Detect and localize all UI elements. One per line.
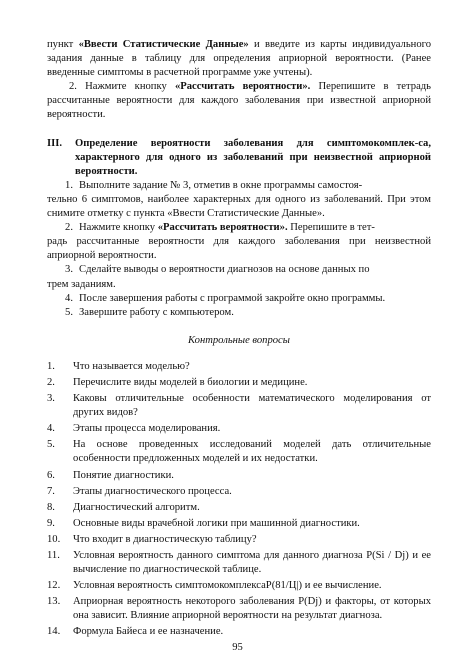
text: Нажмите кнопку: [79, 222, 158, 234]
step-item: [47, 221, 431, 263]
bold-text: «Рассчитать вероятности».: [157, 222, 288, 234]
list-item: [47, 517, 431, 531]
list-item: [47, 438, 431, 466]
question-number: 2.: [47, 376, 55, 388]
question-text: Условная вероятность данного симптома для данного диагноза P(Si / Dj) и ее вычисление по диагностической таблице.: [73, 550, 431, 576]
question-number: 14.: [47, 626, 61, 638]
list-item: [47, 579, 431, 593]
step-text: Сделайте выводы о вероятности диагнозов на основе данных по: [79, 264, 370, 276]
question-number: 12.: [47, 580, 61, 592]
question-text: Что называется моделью?: [73, 360, 190, 372]
list-item: [47, 533, 431, 547]
list-item: [47, 485, 431, 499]
question-text: Формула Байеса и ее назначение.: [73, 626, 224, 638]
step-item: [47, 263, 431, 291]
question-number: 10.: [47, 533, 61, 545]
step-item: [47, 292, 431, 306]
step-item: [47, 306, 431, 320]
question-number: 3.: [47, 393, 55, 405]
text: и введите из карты индивидуального задания данные в таблицу для определения априорной вероятности. (Ранее введенные симптомы в расчетной программе уже учтены).: [47, 39, 432, 79]
step-text: Выполните задание № 3, отметив в окне программы самостоя-: [79, 179, 363, 191]
question-text: Этапы процесса моделирования.: [73, 423, 221, 435]
document-page: [47, 38, 431, 642]
list-item: [47, 392, 431, 420]
section-steps: [47, 179, 431, 320]
question-text: Основные виды врачебной логики при машинной диагностики.: [73, 517, 360, 529]
bold-text: «Рассчитать вероятности».: [174, 81, 311, 93]
step-number: 4.: [65, 292, 73, 304]
section-title: Определение вероятности заболевания для симптомокомплек-са, характерного для одного из заболеваний при неизвестной априорной вероятности.: [75, 137, 431, 177]
paragraph-calculate: [47, 80, 431, 122]
list-item: [47, 549, 431, 577]
text: пункт: [47, 39, 79, 50]
question-number: 4.: [47, 423, 55, 435]
questions-list: [47, 360, 431, 640]
step-text: Завершите работу с компьютером.: [79, 306, 234, 318]
question-number: 13.: [47, 596, 61, 608]
step-number: 1.: [65, 179, 73, 191]
question-number: 5.: [47, 439, 55, 451]
page-number: 95: [232, 642, 243, 653]
step-number: 5.: [65, 306, 73, 318]
question-text: Априорная вероятность некоторого заболевания P(Dj) и факторы, от которых она зависит. Влияние априорной вероятности на результат диагноза.: [73, 596, 431, 622]
question-text: Диагностический алгоритм.: [73, 501, 200, 513]
bold-text: «Ввести Статистические Данные»: [78, 39, 249, 50]
step-number: 3.: [65, 264, 73, 276]
question-number: 11.: [47, 550, 60, 561]
text: Нажмите кнопку: [76, 81, 175, 93]
question-text: Условная вероятность симптомокомплексаP(81/Ц|) и ее вычисление.: [73, 580, 382, 592]
list-item: [47, 376, 431, 390]
question-text: На основе проведенных исследований моделей дать отличительные особенности предложенных моделей и их недостатки.: [73, 439, 431, 465]
question-text: Что входит в диагностическую таблицу?: [73, 533, 257, 545]
question-number: 9.: [47, 517, 55, 529]
question-text: Каковы отличительные особенности математического моделирования от других видов?: [73, 393, 431, 419]
paragraph-enter-data: [47, 38, 431, 80]
question-number: 1.: [47, 360, 55, 372]
step-text: После завершения работы с программой закройте окно программы.: [79, 292, 386, 304]
section-number: III.: [47, 137, 63, 149]
question-text: Этапы диагностического процесса.: [73, 485, 232, 497]
list-item: [47, 360, 431, 374]
question-text: Понятие диагностики.: [73, 469, 174, 481]
item-number: 2.: [69, 81, 77, 93]
section-heading: [47, 137, 431, 179]
questions-heading: Контрольные вопросы: [188, 334, 290, 346]
list-item: [47, 501, 431, 515]
step-text-continued: радь рассчитанные вероятности для каждого заболевания при неизвестной априорной вероятности.: [47, 236, 431, 262]
step-number: 2.: [65, 222, 73, 234]
question-number: 6.: [47, 469, 55, 481]
list-item: [47, 469, 431, 483]
step-text-continued: тельно 6 симптомов, наиболее характерных для одного из заболеваний. При этом снимите отметку с пункта «Ввести Статистические Данные».: [47, 193, 431, 220]
list-item: [47, 625, 431, 639]
text: Перепишите в тетрадь рассчитанные вероятности для каждого заболевания при известной априорной вероятности.: [47, 81, 431, 121]
list-item: [47, 422, 431, 436]
question-number: 8.: [47, 501, 55, 513]
list-item: [47, 595, 431, 623]
step-item: [47, 179, 431, 221]
question-text: Перечислите виды моделей в биологии и медицине.: [73, 376, 308, 388]
question-number: 7.: [47, 485, 55, 497]
step-text-continued: трем заданиям.: [47, 278, 116, 290]
text: Перепишите в тет-: [287, 222, 375, 234]
